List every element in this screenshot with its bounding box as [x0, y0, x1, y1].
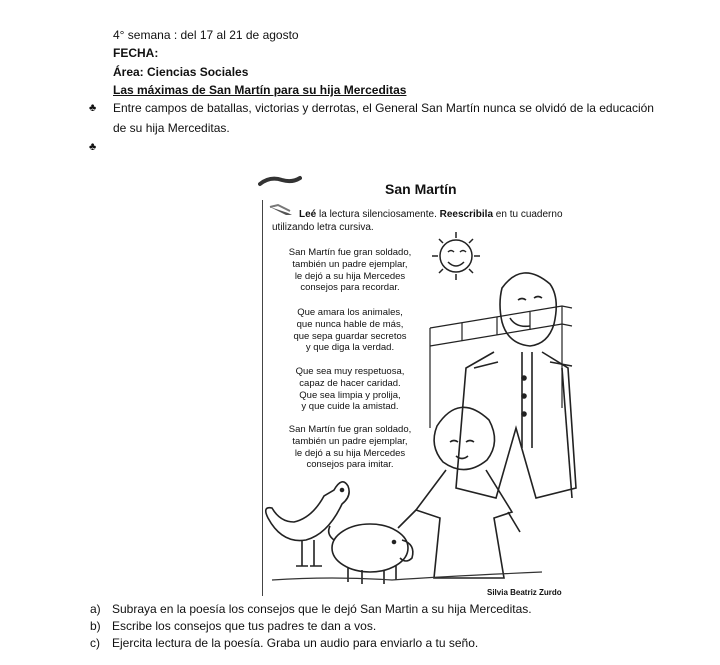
intro-line-2: de su hija Merceditas.	[113, 121, 230, 135]
club-bullet-icon: ♣	[89, 141, 97, 153]
brush-stroke-icon	[258, 174, 302, 188]
poem-stanza: Que sea muy respetuosa, capaz de hacer caridad. Que sea limpia y prolija, y que cuide la amistad.	[295, 366, 405, 413]
worksheet-title: San Martín	[385, 181, 457, 197]
question-c: c) Ejercita lectura de la poesía. Graba un audio para enviarlo a tu seño.	[90, 636, 479, 650]
sun-icon	[432, 232, 480, 280]
poem-stanza: Que amara los animales, que nunca hable de más, que sepa guardar secretos y que diga la verdad.	[293, 307, 407, 354]
area-line: Área: Ciencias Sociales	[113, 65, 249, 79]
club-bullet-icon: ♣	[89, 102, 97, 114]
question-a: a) Subraya en la poesía los consejos que le dejó San Martin a su hija Merceditas.	[90, 602, 532, 616]
merceditas-figure	[398, 407, 520, 578]
worksheet-instruction: Leé la lectura silenciosamente. Reescribila en tu cuaderno	[299, 209, 563, 220]
document-title: Las máximas de San Martín para su hija Merceditas	[113, 83, 407, 97]
week-line: 4° semana : del 17 al 21 de agosto	[113, 28, 299, 42]
poem-stanza: San Martín fue gran soldado, también un padre ejemplar, le dejó a su hija Mercedes consejos para imitar.	[288, 424, 412, 471]
worksheet-instruction-line-2: utilizando letra cursiva.	[272, 222, 374, 233]
san-martin-illustration	[262, 228, 578, 588]
intro-line-1: Entre campos de batallas, victorias y derrotas, el General San Martín nunca se olvidó de la educación	[113, 101, 654, 115]
hen-icon	[266, 482, 349, 566]
date-label: FECHA:	[113, 46, 159, 60]
brick-wall	[430, 306, 572, 428]
pencil-icon	[268, 203, 294, 217]
poem-stanza: San Martín fue gran soldado, también un padre ejemplar, le dejó a su hija Mercedes consejos para recordar.	[288, 247, 412, 294]
poem-author: Silvia Beatriz Zurdo	[487, 588, 562, 597]
pig-icon	[329, 524, 413, 584]
question-b: b) Escribe los consejos que tus padres te dan a vos.	[90, 619, 377, 633]
